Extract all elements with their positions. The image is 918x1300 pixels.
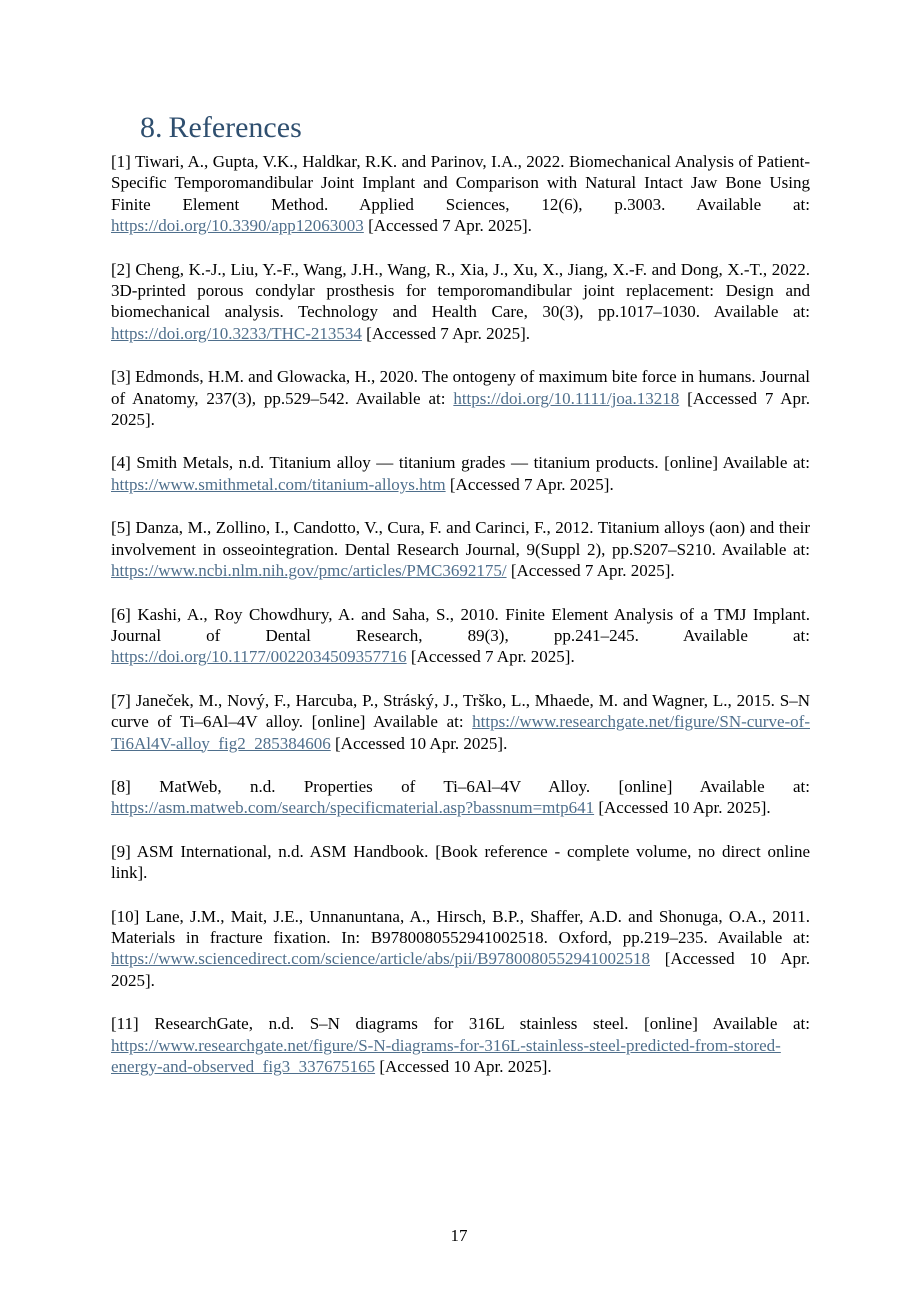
reference-link[interactable]: https://asm.matweb.com/search/specificmaterial.asp?bassnum=mtp641: [111, 798, 595, 818]
reference-link[interactable]: https://doi.org/10.1177/0022034509357716: [111, 647, 407, 667]
reference-link[interactable]: https://www.smithmetal.com/titanium-alloys.htm: [111, 474, 446, 494]
reference-text: [1] Tiwari, A., Gupta, V.K., Haldkar, R.K. and Parinov, I.A., 2022. Biomechanical Analysis of Patient-Specific Temporomandibular Joint Implant and Comparison with Natural Intact Jaw Bone Using Finite Element Method. Applied Sciences, 12(6), p.3003. Available at:: [111, 152, 810, 214]
reference-text: [11] ResearchGate, n.d. S–N diagrams for 316L stainless steel. [online] Available at:: [111, 1014, 810, 1034]
reference-item: [111, 690, 810, 754]
reference-accessed: [Accessed 7 Apr. 2025].: [506, 561, 675, 581]
reference-text: [8] MatWeb, n.d. Properties of Ti–6Al–4V Alloy. [online] Available at:: [111, 776, 810, 796]
reference-link[interactable]: https://www.sciencedirect.com/science/article/abs/pii/B9780080552941002518: [111, 949, 650, 969]
reference-text: [9] ASM International, n.d. ASM Handbook. [Book reference - complete volume, no direct online link].: [111, 841, 810, 883]
reference-text: [3] Edmonds, H.M. and Glowacka, H., 2020. The ontogeny of maximum bite force in humans. Journal of Anatomy, 237(3), pp.529–542. Available at:: [111, 367, 810, 408]
page-number: 17: [450, 1226, 468, 1245]
reference-text: [4] Smith Metals, n.d. Titanium alloy — titanium grades — titanium products. [online] Available at:: [111, 453, 810, 473]
reference-accessed: [Accessed 10 Apr. 2025].: [375, 1057, 552, 1076]
section-number: 8.: [140, 111, 163, 144]
section-heading: [140, 108, 302, 148]
reference-item: [111, 517, 810, 581]
reference-link[interactable]: https://doi.org/10.3390/app12063003: [111, 216, 364, 236]
reference-accessed: [Accessed 7 Apr. 2025].: [111, 388, 810, 430]
section-title: References: [168, 111, 302, 144]
reference-item: [111, 841, 810, 884]
reference-item: [111, 604, 810, 668]
reference-accessed: [Accessed 7 Apr. 2025].: [445, 474, 614, 494]
reference-link[interactable]: https://www.ncbi.nlm.nih.gov/pmc/articles/PMC3692175/: [111, 561, 507, 581]
reference-link[interactable]: https://doi.org/10.1111/joa.13218: [453, 388, 680, 408]
reference-item: [111, 366, 810, 430]
reference-link[interactable]: https://doi.org/10.3233/THC-213534: [111, 323, 362, 343]
reference-text: [10] Lane, J.M., Mait, J.E., Unnanuntana, A., Hirsch, B.P., Shaffer, A.D. and Shonuga, O.A., 2011. Materials in fracture fixation. In: B9780080552941002518. Oxford, pp.219–235. Available at:: [111, 906, 810, 947]
reference-text: [6] Kashi, A., Roy Chowdhury, A. and Saha, S., 2010. Finite Element Analysis of a TMJ Implant. Journal of Dental Research, 89(3), pp.241–245. Available at:: [111, 604, 810, 645]
reference-text: [2] Cheng, K.-J., Liu, Y.-F., Wang, J.H., Wang, R., Xia, J., Xu, X., Jiang, X.-F. and Dong, X.-T., 2022. 3D-printed porous condylar prosthesis for temporomandibular joint replacement: Design and biomechanical analysis. Technology and Health Care, 30(3), pp.1017–1030. Available at:: [111, 259, 810, 322]
reference-item: [111, 259, 810, 345]
reference-item: [111, 776, 810, 819]
reference-link[interactable]: https://www.researchgate.net/figure/S-N-diagrams-for-316L-stainless-steel-predicted-from-stored-energy-and-observed_fig3_337675165: [111, 1035, 781, 1076]
reference-item: [111, 151, 810, 237]
reference-item: [111, 906, 810, 992]
reference-list: [111, 151, 810, 1099]
reference-item: [111, 1013, 810, 1077]
reference-text: [5] Danza, M., Zollino, I., Candotto, V., Cura, F. and Carinci, F., 2012. Titanium alloys (aon) and their involvement in osseointegration. Dental Research Journal, 9(Suppl 2), pp.S207–S210. Available at:: [111, 518, 810, 559]
reference-item: [111, 452, 810, 495]
reference-link[interactable]: https://www.researchgate.net/figure/SN-curve-of-Ti6Al4V-alloy_fig2_285384606: [111, 712, 810, 753]
reference-accessed: [Accessed 10 Apr. 2025].: [594, 798, 771, 818]
reference-accessed: [Accessed 7 Apr. 2025].: [406, 647, 575, 667]
reference-accessed: [Accessed 7 Apr. 2025].: [363, 216, 532, 236]
reference-accessed: [Accessed 10 Apr. 2025].: [330, 733, 508, 753]
reference-text: [7] Janeček, M., Nový, F., Harcuba, P., Stráský, J., Trško, L., Mhaede, M. and Wagner, L., 2015. S–N curve of Ti–6Al–4V alloy. [online] Available at:: [111, 690, 810, 732]
reference-accessed: [Accessed 7 Apr. 2025].: [361, 323, 530, 343]
reference-accessed: [Accessed 10 Apr. 2025].: [111, 949, 810, 990]
